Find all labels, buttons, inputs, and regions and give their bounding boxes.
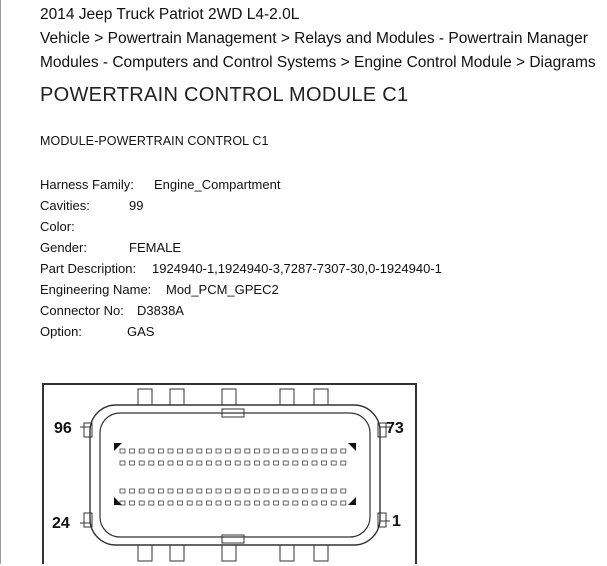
pin-cavity xyxy=(206,461,211,465)
property-label: Color: xyxy=(40,219,75,234)
pin-cavities xyxy=(120,449,346,505)
property-value: D3838A xyxy=(137,303,184,318)
pin-cavity xyxy=(178,501,183,505)
pin-cavity xyxy=(197,489,202,493)
pin-cavity xyxy=(245,449,250,453)
pin-cavity xyxy=(254,489,259,493)
pin-cavity xyxy=(206,489,211,493)
connector-face-drawing xyxy=(44,385,417,566)
pin-cavity xyxy=(312,461,317,465)
pin-cavity xyxy=(322,489,327,493)
property-part-description xyxy=(40,258,442,279)
pin-cavity xyxy=(235,461,240,465)
pin-cavity xyxy=(235,449,240,453)
property-value: Mod_PCM_GPEC2 xyxy=(166,282,279,297)
pin-73-marker xyxy=(348,443,356,451)
pin-cavity xyxy=(274,461,279,465)
pin-cavity xyxy=(178,449,183,453)
property-label: Harness Family: xyxy=(40,177,134,192)
property-label: Engineering Name: xyxy=(40,282,152,297)
pin-cavity xyxy=(168,501,173,505)
pin-cavity xyxy=(293,489,298,493)
pin-cavity xyxy=(254,449,259,453)
pin-cavity xyxy=(264,501,269,505)
pin-cavity xyxy=(158,501,163,505)
pin-cavity xyxy=(312,489,317,493)
pin-cavity xyxy=(235,489,240,493)
pin-cavity xyxy=(341,461,346,465)
pin-cavity xyxy=(130,501,135,505)
key-slot xyxy=(222,535,244,543)
breadcrumb-line-2[interactable]: Modules - Computers and Control Systems > Engine Control Module > Diagrams xyxy=(40,54,596,71)
pin-cavity xyxy=(254,461,259,465)
pin-cavity xyxy=(206,501,211,505)
pin-cavity xyxy=(178,461,183,465)
property-connector-no xyxy=(40,300,442,321)
pin-cavity xyxy=(149,501,154,505)
latch-tab xyxy=(222,389,236,405)
pin-cavity xyxy=(130,449,135,453)
pin-cavity xyxy=(197,501,202,505)
pin-cavity xyxy=(130,489,135,493)
pin-cavity xyxy=(149,489,154,493)
pin-cavity xyxy=(322,461,327,465)
pin-cavity xyxy=(264,449,269,453)
property-gender xyxy=(40,237,442,258)
pin-cavity xyxy=(341,449,346,453)
pin-cavity xyxy=(216,501,221,505)
pin-cavity xyxy=(331,501,336,505)
latch-tab xyxy=(138,545,152,561)
property-label: Option: xyxy=(40,324,82,339)
pin-cavity xyxy=(331,489,336,493)
pin-cavity xyxy=(197,449,202,453)
pin-cavity xyxy=(283,461,288,465)
pin-cavity xyxy=(158,461,163,465)
latch-tab xyxy=(314,389,328,405)
pin-cavity xyxy=(302,449,307,453)
pin-cavity xyxy=(168,461,173,465)
pin-cavity xyxy=(149,449,154,453)
pin-cavity xyxy=(302,461,307,465)
pin-cavity xyxy=(216,449,221,453)
pin-cavity xyxy=(216,461,221,465)
pin-cavity xyxy=(302,489,307,493)
property-harness-family xyxy=(40,174,442,195)
pin-cavity xyxy=(245,461,250,465)
latch-tab xyxy=(222,545,236,561)
pin-cavity xyxy=(197,461,202,465)
pin-cavity xyxy=(293,501,298,505)
latch-tab xyxy=(138,389,152,405)
connector-properties xyxy=(40,174,442,342)
connector-title: MODULE-POWERTRAIN CONTROL C1 xyxy=(40,134,269,148)
pin-cavity xyxy=(322,501,327,505)
pin-cavity xyxy=(139,461,144,465)
pin-cavity xyxy=(168,449,173,453)
pin-cavity xyxy=(264,489,269,493)
connector-outer-shell xyxy=(90,405,380,545)
pin-cavity xyxy=(139,449,144,453)
pin-label-1: 1 xyxy=(392,513,401,530)
property-option xyxy=(40,321,442,342)
pin-cavity xyxy=(226,461,231,465)
pin-cavity xyxy=(130,461,135,465)
pin-cavity xyxy=(293,461,298,465)
property-label: Connector No: xyxy=(40,303,124,318)
latch-tab xyxy=(170,389,184,405)
pin-cavity xyxy=(226,449,231,453)
pin-cavity xyxy=(178,489,183,493)
pin-cavity xyxy=(120,489,125,493)
pin-cavity xyxy=(187,501,192,505)
latch-tab xyxy=(314,545,328,561)
pin-cavity xyxy=(341,489,346,493)
pin-1-marker xyxy=(348,497,356,505)
pin-cavity xyxy=(158,489,163,493)
pin-label-73: 73 xyxy=(386,420,404,437)
pin-cavity xyxy=(245,489,250,493)
pin-cavity xyxy=(120,461,125,465)
left-border xyxy=(0,0,1,564)
pin-cavity xyxy=(149,461,154,465)
pin-cavity xyxy=(226,489,231,493)
property-label: Gender: xyxy=(40,240,87,255)
pin-cavity xyxy=(187,461,192,465)
pin-cavity xyxy=(274,501,279,505)
page-title: POWERTRAIN CONTROL MODULE C1 xyxy=(40,84,409,106)
property-cavities xyxy=(40,195,442,216)
pin-cavity xyxy=(168,489,173,493)
pin-cavity xyxy=(312,501,317,505)
pin-cavity xyxy=(302,501,307,505)
pin-cavity xyxy=(331,461,336,465)
vehicle-title: 2014 Jeep Truck Patriot 2WD L4-2.0L xyxy=(40,6,300,23)
pin-cavity xyxy=(245,501,250,505)
property-value: 1924940-1,1924940-3,7287-7307-30,0-1924940-1 xyxy=(152,261,442,276)
pin-cavity xyxy=(283,449,288,453)
property-label: Part Description: xyxy=(40,261,137,276)
pin-cavity xyxy=(283,489,288,493)
property-engineering-name xyxy=(40,279,442,300)
pin-cavity xyxy=(206,449,211,453)
latch-tab xyxy=(280,389,294,405)
pin-cavity xyxy=(312,449,317,453)
property-value: 99 xyxy=(129,198,144,213)
connector-inner-shell xyxy=(100,413,370,537)
pin-cavity xyxy=(139,489,144,493)
connector-diagram xyxy=(42,383,417,564)
pin-cavity xyxy=(120,449,125,453)
pin-96-marker xyxy=(114,443,122,451)
pin-cavity xyxy=(254,501,259,505)
latch-tab xyxy=(170,545,184,561)
pin-label-96: 96 xyxy=(54,420,72,437)
pin-label-24: 24 xyxy=(52,515,70,532)
pin-cavity xyxy=(187,489,192,493)
pin-cavity xyxy=(235,501,240,505)
pin-cavity xyxy=(283,501,288,505)
pin-cavity xyxy=(293,449,298,453)
pin-cavity xyxy=(341,501,346,505)
bottom-latch-tabs xyxy=(138,535,328,561)
latch-tab xyxy=(280,545,294,561)
pin-cavity xyxy=(274,449,279,453)
pin-cavity xyxy=(226,501,231,505)
pin-cavity xyxy=(139,501,144,505)
pin-cavity xyxy=(274,489,279,493)
property-color xyxy=(40,216,442,237)
property-label: Cavities: xyxy=(40,198,90,213)
property-value: FEMALE xyxy=(129,240,182,255)
pin-cavity xyxy=(264,461,269,465)
property-value: GAS xyxy=(127,324,155,339)
property-value: Engine_Compartment xyxy=(154,177,281,192)
pin-cavity xyxy=(331,449,336,453)
pin-cavity xyxy=(158,449,163,453)
pin-cavity xyxy=(322,449,327,453)
pin-cavity xyxy=(216,489,221,493)
breadcrumb-line-1[interactable]: Vehicle > Powertrain Management > Relays and Modules - Powertrain Manager xyxy=(40,30,588,47)
pin-cavity xyxy=(187,449,192,453)
